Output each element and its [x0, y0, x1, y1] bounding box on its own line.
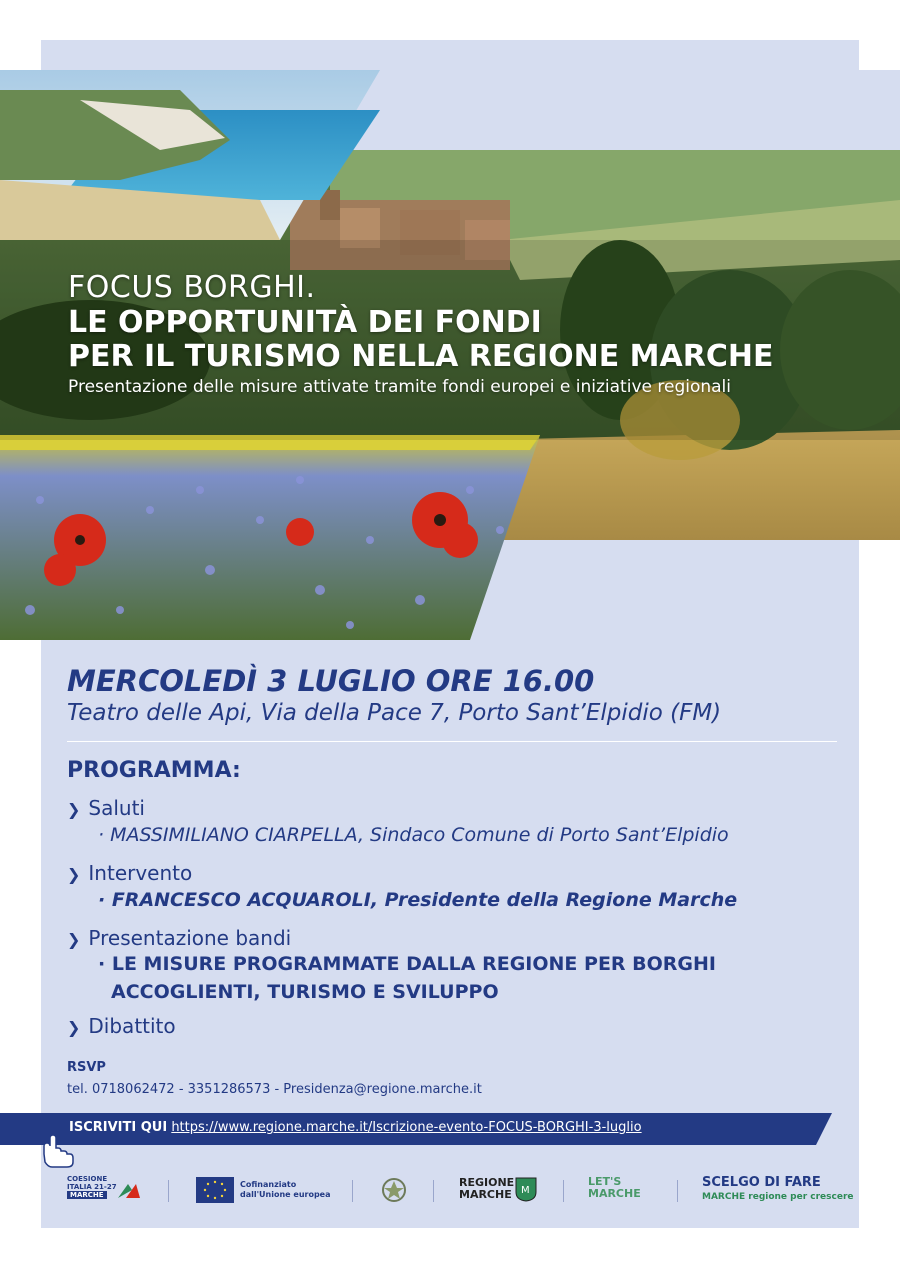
regione-marche-logo: REGIONE MARCHE — [459, 1176, 515, 1201]
chevron-right-icon: ❯ — [67, 800, 81, 819]
register-label: ISCRIVITI QUI — [69, 1120, 168, 1135]
divider — [67, 741, 837, 742]
chevron-right-icon: ❯ — [67, 1018, 81, 1037]
rsvp-contacts: tel. 0718062472 - 3351286573 - Presidenza@regione.marche.it — [67, 1082, 482, 1097]
programma-item-bandi: ❯ Presentazione bandi — [67, 926, 292, 950]
chevron-right-icon: ❯ — [67, 865, 81, 884]
eu-flag-icon — [196, 1177, 234, 1203]
logo-separator — [168, 1180, 169, 1202]
coesione-logo: COESIONE ITALIA 21-27 MARCHE — [67, 1175, 117, 1199]
programma-sub-intervento: · FRANCESCO ACQUAROLI, Presidente della Regione Marche — [98, 889, 738, 911]
programma-item-intervento: ❯ Intervento — [67, 861, 193, 885]
event-venue: Teatro delle Api, Via della Pace 7, Porto Sant’Elpidio (FM) — [67, 700, 722, 726]
chevron-right-icon: ❯ — [67, 930, 81, 949]
logo-separator — [563, 1180, 564, 1202]
logo-separator — [433, 1180, 434, 1202]
regione-shield-icon — [514, 1176, 538, 1202]
programma-heading: PROGRAMMA: — [67, 758, 241, 783]
event-date: MERCOLEDÌ 3 LUGLIO ORE 16.00 — [67, 664, 595, 698]
subtitle: Presentazione delle misure attivate tramite fondi europei e iniziative regionali — [68, 377, 731, 397]
logo-separator — [677, 1180, 678, 1202]
focus-title: FOCUS BORGHI. — [68, 270, 316, 305]
svg-text:M: M — [521, 1185, 530, 1196]
register-url[interactable]: https://www.regione.marche.it/Iscrizione-evento-FOCUS-BORGHI-3-luglio — [171, 1120, 642, 1135]
title-line-1: LE OPPORTUNITÀ DEI FONDI — [68, 305, 542, 340]
logo-separator — [352, 1180, 353, 1202]
hand-pointer-icon — [38, 1134, 76, 1168]
title-line-2: PER IL TURISMO NELLA REGIONE MARCHE — [68, 339, 774, 374]
title-block — [68, 270, 773, 398]
programma-item-dibattito: ❯ Dibattito — [67, 1014, 176, 1038]
lets-marche-logo: LET'S MARCHE — [588, 1175, 641, 1200]
register-link[interactable] — [69, 1120, 642, 1135]
scelgo-di-fare-logo: SCELGO DI FARE MARCHE regione per crescere — [702, 1175, 854, 1202]
programma-sub-bandi-line2: ACCOGLIENTI, TURISMO E SVILUPPO — [111, 981, 499, 1003]
programma-sub-bandi: · LE MISURE PROGRAMMATE DALLA REGIONE PER BORGHI — [98, 953, 716, 975]
eu-logo-text: Cofinanziato dall'Unione europea — [240, 1180, 331, 1199]
coesione-icon — [116, 1178, 142, 1200]
programma-sub-saluti: · MASSIMILIANO CIARPELLA, Sindaco Comune di Porto Sant’Elpidio — [98, 824, 729, 846]
programma-item-saluti: ❯ Saluti — [67, 796, 145, 820]
italian-emblem-icon — [381, 1176, 407, 1204]
rsvp-label: RSVP — [67, 1060, 106, 1075]
